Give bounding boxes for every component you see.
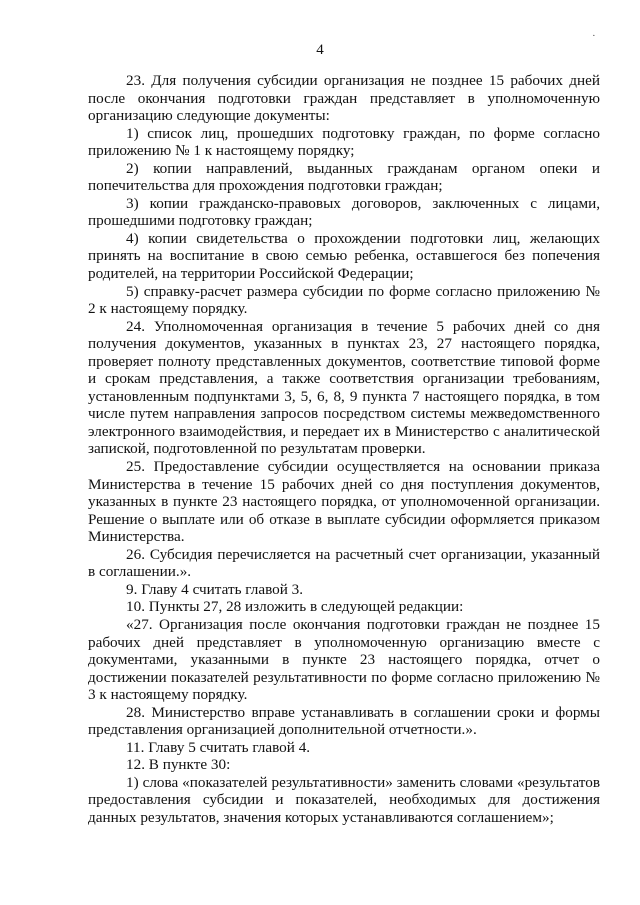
amendment-11: 11. Главу 5 считать главой 4. <box>126 738 311 756</box>
paragraph-23-item-4: 4) копии свидетельства о прохождении подготовки лиц, желающих принять на воспитание в свою семью ребенка, оставшегося без попечения родителей, на территории Российской Федерации; <box>88 229 600 283</box>
page-number: 4 <box>316 42 324 58</box>
amendment-9: 9. Главу 4 считать главой 3. <box>126 580 304 598</box>
amendment-12-item-1: 1) слова «показателей результативности» заменить словами «результатов предоставления субсидии и показателей, необходимых для достижения данных результатов, значения которых устанавливаются соглашением»; <box>88 773 600 826</box>
paragraph-23-item-5: 5) справку-расчет размера субсидии по форме согласно приложению № 2 к настоящему порядку. <box>88 282 600 318</box>
paragraph-23: 23. Для получения субсидии организация не позднее 15 рабочих дней после окончания подготовки граждан представляет в уполномоченную организацию следующие документы: <box>88 72 600 125</box>
corner-mark: · <box>592 30 596 42</box>
body-text <box>88 72 600 827</box>
paragraph-23-item-2: 2) копии направлений, выданных гражданам органом опеки и попечительства для прохождения подготовки граждан; <box>88 159 600 195</box>
paragraph-23-item-3: 3) копии гражданско-правовых договоров, заключенных с лицами, прошедшими подготовку граждан; <box>88 194 600 230</box>
paragraph-24: 24. Уполномоченная организация в течение 5 рабочих дней со дня получения документов, указанных в пунктах 23, 27 настоящего порядка, проверяет полноту представленных документов, соответствие типовой форме и срокам представления, а также соответствия организации требованиям, установленным подпунктами 3, 5, 6, 8, 9 пункта 7 настоящего порядка, в том числе путем направления запросов посредством системы межведомственного электронного взаимодействия, и передает их в Министерство с аналитической запиской, подготовленной по результатам проверки. <box>88 317 600 458</box>
amendment-12: 12. В пункте 30: <box>126 756 231 774</box>
paragraph-27: «27. Организация после окончания подготовки граждан не позднее 15 рабочих дней представляет в уполномоченную организацию вместе с документами, указанными в пункте 23 настоящего порядка, отчет о достижении показателей результативности по форме согласно приложению № 3 к настоящему порядку. <box>88 615 600 704</box>
paragraph-28: 28. Министерство вправе устанавливать в соглашении сроки и формы представления организацией дополнительной отчетности.». <box>88 703 600 739</box>
paragraph-26: 26. Субсидия перечисляется на расчетный счет организации, указанный в соглашении.». <box>88 545 600 581</box>
amendment-10: 10. Пункты 27, 28 изложить в следующей редакции: <box>126 598 464 616</box>
paragraph-25: 25. Предоставление субсидии осуществляется на основании приказа Министерства в течение 15 рабочих дней со дня поступления документов, указанных в пункте 23 настоящего порядка, от уполномоченной организации. Решение о выплате или об отказе в выплате субсидии оформляется приказом Министерства. <box>88 458 600 546</box>
paragraph-23-item-1: 1) список лиц, прошедших подготовку граждан, по форме согласно приложению № 1 к настоящему порядку; <box>88 124 600 160</box>
